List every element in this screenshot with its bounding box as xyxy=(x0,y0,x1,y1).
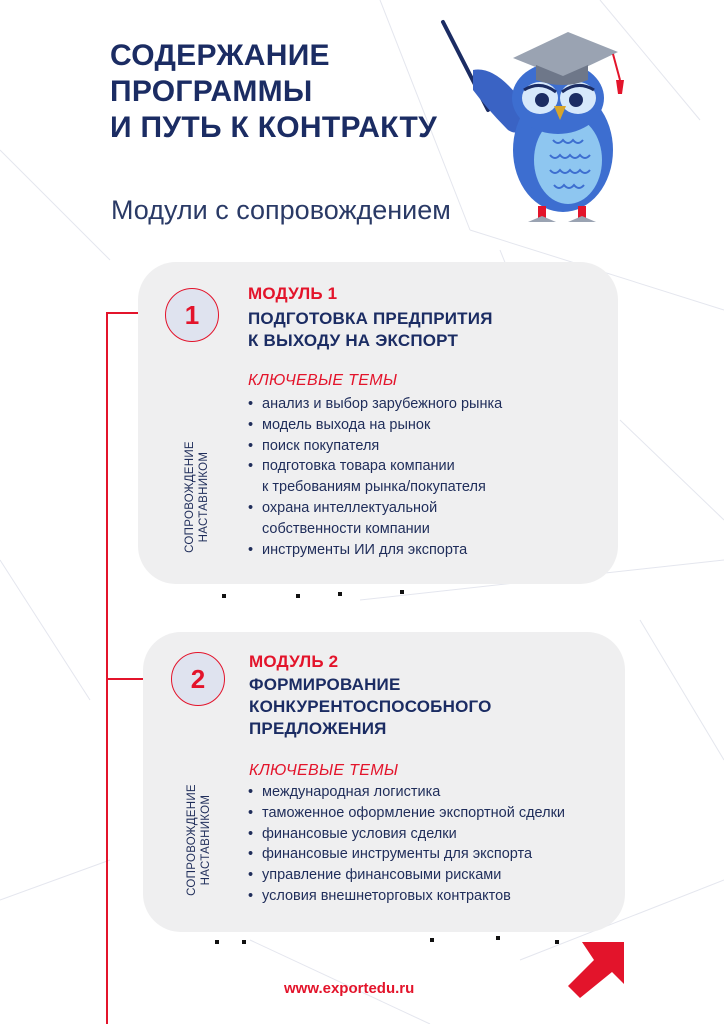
website-link[interactable]: www.exportedu.ru xyxy=(284,980,415,997)
topic-text: • инструменты ИИ для экспорта xyxy=(262,541,468,558)
topic-text: собственности компании xyxy=(262,520,430,537)
topic-text: • поиск покупателя xyxy=(262,437,380,454)
title-line: СОДЕРЖАНИЕ xyxy=(110,39,330,72)
module-number-badge: 1 xyxy=(165,288,219,342)
timeline-line xyxy=(106,312,108,1024)
list-item xyxy=(246,886,565,907)
side-label-line: НАСТАВНИКОМ xyxy=(200,794,212,886)
topic-text: • таможенное оформление экспортной сделки xyxy=(262,804,566,821)
page-title xyxy=(110,38,437,146)
list-item xyxy=(246,824,565,845)
title-line: И ПУТЬ К КОНТРАКТУ xyxy=(110,111,438,144)
module-title xyxy=(249,674,492,740)
mentor-support-label xyxy=(183,432,211,562)
dot-mark xyxy=(242,940,246,944)
list-item xyxy=(246,394,502,415)
topic-text: • охрана интеллектуальной xyxy=(262,499,438,516)
module-title-line: ПОДГОТОВКА ПРЕДПРИТИЯ xyxy=(248,309,493,328)
dot-mark xyxy=(215,940,219,944)
module-number-badge: 2 xyxy=(171,652,225,706)
side-label-line: СОПРОВОЖДЕНИЕ xyxy=(184,441,196,553)
list-item xyxy=(246,540,502,561)
dot-mark xyxy=(555,940,559,944)
key-topics-label: КЛЮЧЕВЫЕ ТЕМЫ xyxy=(249,762,399,779)
mentor-support-label xyxy=(185,775,213,905)
side-label-line: НАСТАВНИКОМ xyxy=(198,451,210,543)
topic-text: • условия внешнеторговых контрактов xyxy=(262,887,511,904)
list-item xyxy=(246,456,502,498)
dot-mark xyxy=(222,594,226,598)
side-label-line: СОПРОВОЖДЕНИЕ xyxy=(186,784,198,896)
topic-text: к требованиям рынка/покупателя xyxy=(262,479,486,496)
list-item xyxy=(246,436,502,457)
list-item xyxy=(246,415,502,436)
list-item xyxy=(246,865,565,886)
dot-mark xyxy=(430,938,434,942)
list-item xyxy=(246,782,565,803)
topic-text: • финансовые инструменты для экспорта xyxy=(262,846,533,863)
dot-mark xyxy=(296,594,300,598)
module-title xyxy=(248,308,493,352)
module-label: МОДУЛЬ 2 xyxy=(249,652,339,671)
page-subtitle: Модули с сопровождением xyxy=(111,195,451,225)
key-topics-label: КЛЮЧЕВЫЕ ТЕМЫ xyxy=(248,372,398,389)
topics-list xyxy=(246,394,502,560)
list-item xyxy=(246,844,565,865)
list-item xyxy=(246,498,502,540)
module-title-line: К ВЫХОДУ НА ЭКСПОРТ xyxy=(248,331,459,350)
topic-text: • анализ и выбор зарубежного рынка xyxy=(262,396,503,412)
topic-text: • модель выхода на рынок xyxy=(262,416,431,433)
dot-mark xyxy=(400,590,404,594)
module-title-line: ПРЕДЛОЖЕНИЯ xyxy=(249,719,387,738)
module-label: МОДУЛЬ 1 xyxy=(248,284,338,303)
module-title-line: ФОРМИРОВАНИЕ xyxy=(249,675,401,694)
topic-text: • подготовка товара компании xyxy=(262,458,455,475)
topic-text: • финансовые условия сделки xyxy=(262,825,457,842)
topics-list xyxy=(246,782,565,907)
owl-teacher-icon xyxy=(428,10,648,230)
diagonal-arrow-icon xyxy=(568,940,626,998)
module-title-line: КОНКУРЕНТОСПОСОБНОГО xyxy=(249,697,492,716)
title-line: ПРОГРАММЫ xyxy=(110,75,313,108)
topic-text: • международная логистика xyxy=(262,784,441,800)
topic-text: • управление финансовыми рисками xyxy=(262,867,502,884)
dot-mark xyxy=(496,936,500,940)
list-item xyxy=(246,803,565,824)
dot-mark xyxy=(338,592,342,596)
